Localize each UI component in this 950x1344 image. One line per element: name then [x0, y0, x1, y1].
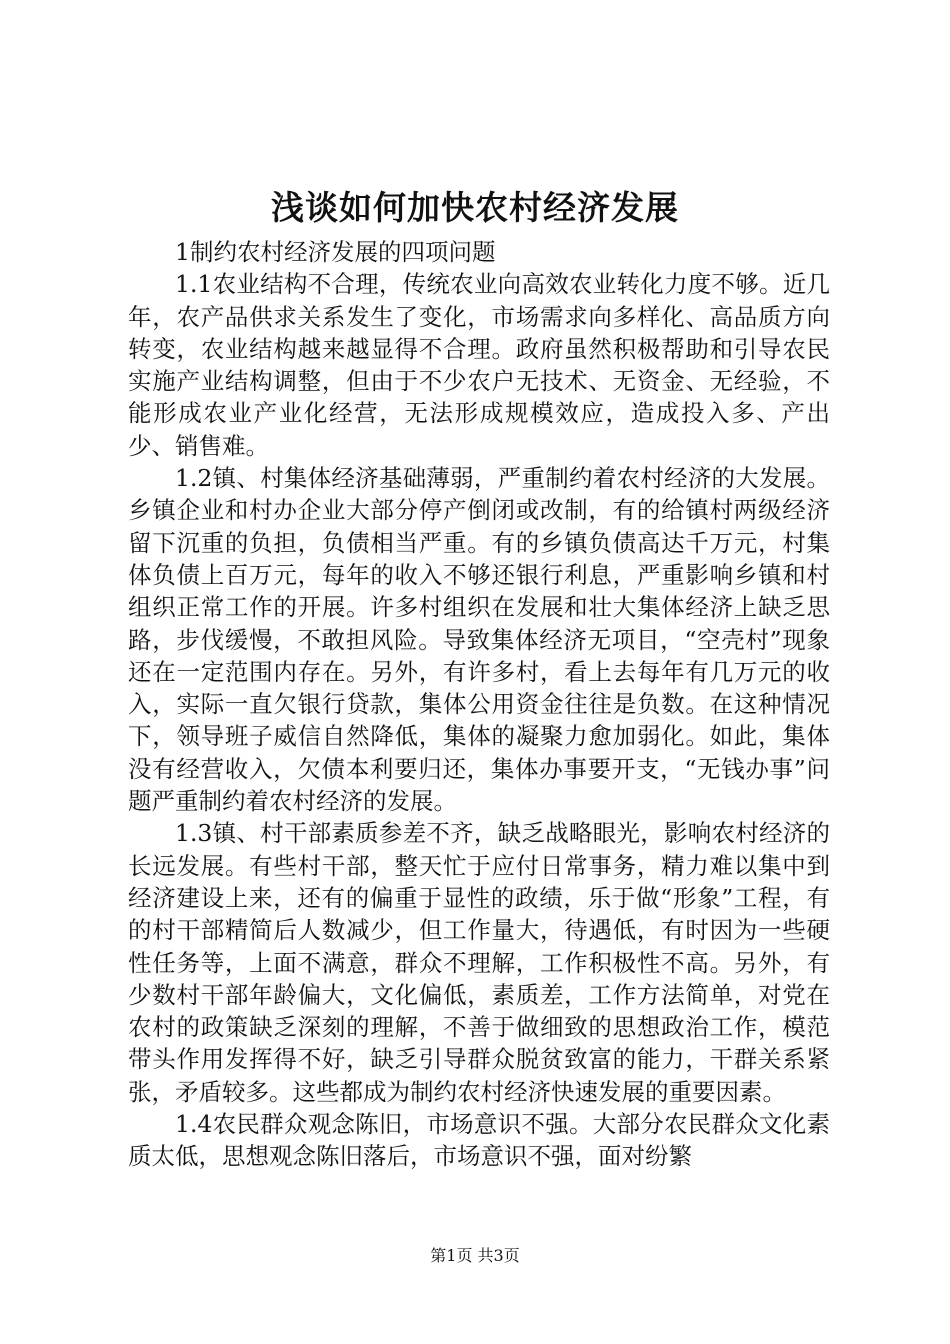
document-title: 浅谈如何加快农村经济发展	[271, 188, 679, 227]
page-footer: 第1页 共3页	[430, 1246, 520, 1265]
paragraph-1-2: 1.2镇、村集体经济基础薄弱，严重制约着农村经济的大发展。乡镇企业和村办企业大部分停产倒闭或改制，有的给镇村两级经济留下沉重的负担，负债相当严重。有的乡镇负债高达千万元，村集体负债上百万元，每年的收入不够还银行利息，严重影响乡镇和村组织正常工作的开展。许多村组织在发展和壮大集体经济上缺乏思路，步伐缓慢，不敢担风险。导致集体经济无项目，“空壳村”现象还在一定范围内存在。另外，有许多村，看上去每年有几万元的收入，实际一直欠银行贷款，集体公用资金往往是负数。在这种情况下，领导班子威信自然降低，集体的凝聚力愈加弱化。如此，集体没有经营收入，欠债本利要归还，集体办事要开支，“无钱办事”问题严重制约着农村经济的发展。	[128, 464, 830, 816]
paragraph-1-1: 1.1农业结构不合理，传统农业向高效农业转化力度不够。近几年，农产品供求关系发生了变化，市场需求向多样化、高品质方向转变，农业结构越来越显得不合理。政府虽然积极帮助和引导农民实施产业结构调整，但由于不少农户无技术、无资金、无经验，不能形成农业产业化经营，无法形成规模效应，造成投入多、产出少、销售难。	[128, 270, 830, 460]
section-heading: 1制约农村经济发展的四项问题	[175, 238, 496, 266]
document-body	[128, 236, 830, 1173]
paragraph-1-4: 1.4农民群众观念陈旧，市场意识不强。大部分农民群众文化素质太低，思想观念陈旧落后，市场意识不强，面对纷繁	[128, 1110, 830, 1171]
paragraph-1-3: 1.3镇、村干部素质参差不齐，缺乏战略眼光，影响农村经济的长远发展。有些村干部，整天忙于应付日常事务，精力难以集中到经济建设上来，还有的偏重于显性的政绩，乐于做“形象”工程，有的村干部精简后人数减少，但工作量大，待遇低，有时因为一些硬性任务等，上面不满意，群众不理解，工作积极性不高。另外，有少数村干部年龄偏大，文化偏低，素质差，工作方法简单，对党在农村的政策缺乏深刻的理解，不善于做细致的思想政治工作，模范带头作用发挥得不好，缺乏引导群众脱贫致富的能力，干群关系紧张，矛盾较多。这些都成为制约农村经济快速发展的重要因素。	[128, 819, 830, 1106]
